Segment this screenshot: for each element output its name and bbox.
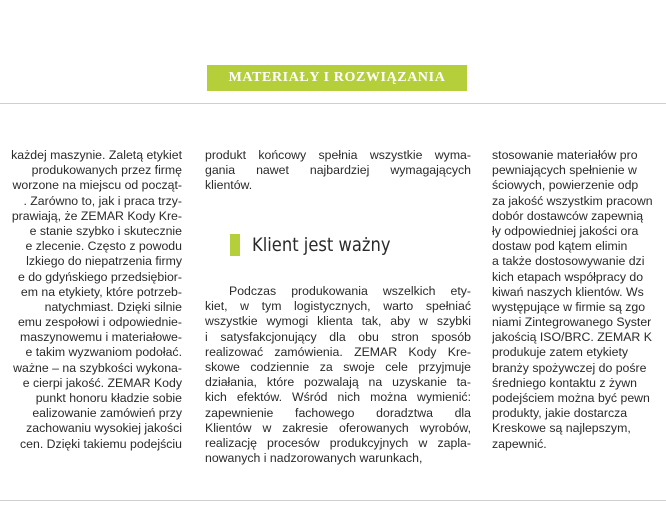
text-line: prawiają, że ZEMAR Kody Kre- xyxy=(11,208,182,223)
text-line: Podczas produkowania wszelkich ety- xyxy=(229,284,471,298)
heading-accent-bar xyxy=(230,234,240,256)
text-line: natychmiast. Dzięki silnie xyxy=(44,299,182,314)
text-line: wszystkie wymogi klienta tak, aby w szybki xyxy=(205,314,471,329)
text-line: e zlecenie. Często z powodu xyxy=(25,239,182,254)
text-line: a także dostosowywanie dzi xyxy=(492,254,645,269)
text-line: e stanie szybko i skutecznie xyxy=(29,223,182,238)
text-line: ważne – na szybkości wykona- xyxy=(13,360,182,375)
right-column xyxy=(492,148,666,452)
text-line: nowanych i nadzorowanych warunkach, xyxy=(205,451,423,466)
left-column xyxy=(0,148,182,452)
text-line: dostaw pod kątem elimin xyxy=(492,239,628,254)
text-line: punkt honoru kładzie sobie xyxy=(35,391,182,405)
bottom-divider xyxy=(0,500,666,501)
text-line: lzkiego do niepatrzenia firmy xyxy=(26,254,182,269)
text-line: produkowanych przez firmę xyxy=(31,163,182,178)
text-line: produkty, jakie dostarcza xyxy=(492,406,628,421)
text-line: maszynowemu i materiałowe- xyxy=(20,330,182,345)
text-line: podejściem można być pewn xyxy=(492,391,650,405)
text-line: stosowanie materiałów pro xyxy=(492,148,638,162)
text-line: e takim wyzwaniom podołać. xyxy=(25,345,182,360)
text-line: cen. Dzięki takiemu podejściu xyxy=(20,436,182,451)
text-line: niami Zintegrowanego Syster xyxy=(492,315,652,330)
text-line: za jakość wszystkim pracown xyxy=(492,193,653,208)
text-line: branży spożywczej do pośre xyxy=(492,360,647,375)
text-line: klientów. xyxy=(205,178,253,193)
text-line: e cierpi jakość. ZEMAR Kody xyxy=(22,375,182,390)
middle-column-body xyxy=(205,284,471,466)
text-line: i satysfakcjonujący dla obu stron sposób xyxy=(205,329,471,344)
text-line: kich efektów. Wśród nich można wymienić: xyxy=(205,390,471,405)
text-line: działania, które pozwalają na uzyskanie ta- xyxy=(205,375,471,390)
text-line: Kreskowe są najlepszym, xyxy=(492,421,631,436)
text-line: Klientów w zakresie oferowanych wyrobów, xyxy=(205,420,471,435)
section-banner: MATERIAŁY I ROZWIĄZANIA xyxy=(207,65,467,91)
text-line: kich etapach współpracy do xyxy=(492,269,644,284)
text-line: zapewnienie fachowego doradztwa dla xyxy=(205,405,471,420)
text-line: występujące w firmie są zgo xyxy=(492,299,646,314)
text-line: ły odpowiedniej jakości ora xyxy=(492,223,639,238)
text-line: każdej maszynie. Zaletą etykiet xyxy=(11,148,182,162)
text-line: ściowych, powierzenie odp xyxy=(492,178,639,193)
text-line: produkt końcowy spełnia wszystkie wyma- xyxy=(205,148,471,162)
text-line: średniego kontaktu z żywn xyxy=(492,375,637,390)
text-line: . Zarówno to, jak i praca trzy- xyxy=(23,193,182,208)
text-line: kiwań naszych klientów. Ws xyxy=(492,284,644,299)
text-line: produkuje zatem etykiety xyxy=(492,345,629,360)
text-line: e do gdyńskiego przedsiębior- xyxy=(17,269,182,284)
middle-column-top xyxy=(205,148,471,194)
top-divider xyxy=(0,103,666,104)
text-line: pewniających spełnienie w xyxy=(492,163,637,178)
heading-title: Klient jest ważny xyxy=(252,234,391,256)
text-line: gania nawet najbardziej wymagających xyxy=(205,163,471,178)
text-line: zachowaniu wysokiej jakości xyxy=(26,421,182,436)
text-line: realizację procesów produkcyjnych w zapla- xyxy=(205,435,471,450)
text-line: kiet, w tym logistycznych, warto spełniać xyxy=(205,299,471,314)
text-line: jakością ISO/BRC. ZEMAR K xyxy=(492,330,652,345)
section-heading xyxy=(230,232,413,258)
text-line: dobór dostawców zapewnią xyxy=(492,208,644,223)
text-line: skowe codziennie za swoje cele przyjmuje xyxy=(205,359,471,374)
text-line: zapewnić. xyxy=(492,436,547,451)
text-line: ealizowanie zamówień przy xyxy=(32,406,182,421)
text-line: realizować zamówienia. ZEMAR Kody Kre- xyxy=(205,344,471,359)
text-line: worzone na miejscu od począt- xyxy=(12,178,182,193)
text-line: em na etykiety, które potrzeb- xyxy=(20,284,182,299)
text-line: emu zespołowi i odpowiednie- xyxy=(17,315,182,330)
